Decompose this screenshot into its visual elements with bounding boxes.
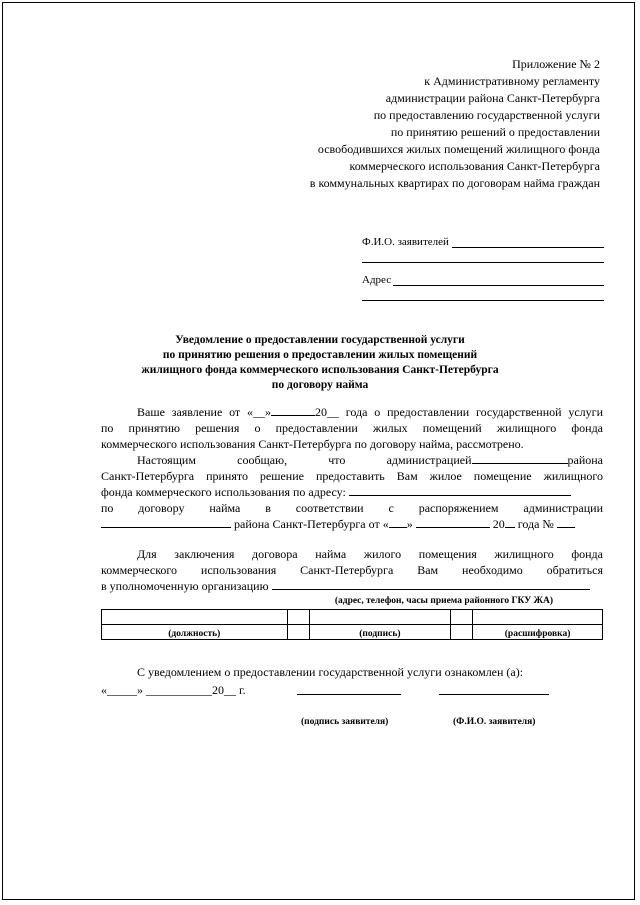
- administration-blank[interactable]: [472, 452, 568, 464]
- signature-table: [101, 609, 603, 640]
- spacer-cell: [287, 610, 309, 625]
- appendix-line: к Административному регламенту: [424, 74, 600, 88]
- body-text: района: [567, 453, 603, 467]
- appendix-line: по предоставлению государственной услуги: [373, 108, 600, 122]
- applicant-signature-caption: (подпись заявителя): [301, 717, 389, 727]
- title-line: жилищного фонда коммерческого использования Санкт-Петербурга: [141, 364, 499, 376]
- appendix-line: освободившихся жилых помещений жилищного фонда: [317, 142, 600, 156]
- fio-blank-line[interactable]: [362, 248, 604, 263]
- appendix-line: администрации района Санкт-Петербурга: [385, 91, 600, 105]
- body-line: коммерческого использования Санкт-Петербурга Вам необходимо обратиться: [101, 563, 603, 577]
- body-line: по договору найма в соответствии с распоряжением администрации: [101, 501, 603, 515]
- appendix-header: [180, 56, 600, 192]
- address-blank-line[interactable]: [362, 286, 604, 301]
- appendix-line: коммерческого использования Санкт-Петербурга: [349, 159, 600, 173]
- date-blank[interactable]: [271, 404, 315, 416]
- ack-date-row: [101, 680, 603, 727]
- spacer-cell: [451, 610, 473, 625]
- body-line: Санкт-Петербурга принято решение предоставить Вам жилое помещение жилищного: [101, 469, 603, 483]
- ack-text: С уведомлением о предоставлении государственной услуги ознакомлен (а):: [137, 665, 524, 679]
- organization-caption: (адрес, телефон, часы приема районного ГКУ ЖА): [334, 596, 553, 606]
- title-line: по принятию решения о предоставлении жилых помещений: [162, 349, 478, 361]
- applicant-block: [362, 233, 604, 301]
- applicant-fio-caption: (Ф.И.О. заявителя): [453, 717, 536, 727]
- body-line: [101, 484, 603, 500]
- ack-date-field[interactable]: «_____» ___________20__ г.: [101, 683, 246, 697]
- applicant-fio-blank[interactable]: [439, 694, 549, 695]
- spacer-cell: [451, 625, 473, 640]
- body-text: 20: [492, 517, 505, 531]
- decoding-cell[interactable]: [473, 610, 603, 625]
- appendix-line: по принятию решений о предоставлении: [390, 125, 600, 139]
- body-line: коммерческого использования Санкт-Петербурга по договору найма, рассмотрено.: [101, 437, 524, 451]
- body-line: Для заключения договора найма жилого помещения жилищного фонда: [137, 547, 603, 561]
- district-blank[interactable]: [101, 516, 231, 528]
- position-caption: (должность): [102, 625, 288, 640]
- day-blank[interactable]: [389, 516, 407, 528]
- title-line: по договору найма: [271, 379, 369, 391]
- fio-blank[interactable]: [452, 236, 604, 248]
- body-text: Настоящим сообщаю, что администрацией: [137, 453, 472, 467]
- position-cell[interactable]: [102, 610, 288, 625]
- body-text: фонда коммерческого использования по адресу:: [101, 485, 346, 499]
- body-text: района Санкт-Петербурга от «: [234, 517, 389, 531]
- body-text: года №: [517, 517, 554, 531]
- spacer: [101, 532, 603, 546]
- order-number-blank[interactable]: [557, 516, 575, 528]
- body-line: по принятию решения о предоставлении жилых помещений жилищного фонда: [101, 421, 603, 435]
- applicant-signature-blank[interactable]: [297, 694, 401, 695]
- signature-caption: (подпись): [309, 625, 451, 640]
- address-field[interactable]: [362, 271, 604, 286]
- notice-body: [101, 404, 603, 608]
- body-text: Ваше заявление от «__»: [137, 405, 271, 419]
- spacer-cell: [287, 625, 309, 640]
- appendix-line: Приложение № 2: [512, 57, 600, 71]
- address-blank[interactable]: [393, 274, 604, 286]
- decoding-caption: (расшифровка): [473, 625, 603, 640]
- signature-cell[interactable]: [309, 610, 451, 625]
- fio-label: Ф.И.О. заявителей: [362, 236, 449, 248]
- acknowledgement-block: [101, 664, 603, 727]
- body-text: »: [406, 517, 413, 531]
- body-line: [101, 452, 603, 468]
- body-line: [101, 404, 603, 420]
- title-line: Уведомление о предоставлении государственной услуги: [175, 334, 465, 346]
- address-blank[interactable]: [349, 484, 571, 496]
- body-line: [101, 516, 603, 532]
- address-label: Адрес: [362, 274, 392, 286]
- fio-field[interactable]: [362, 233, 604, 248]
- year-blank[interactable]: [505, 516, 515, 528]
- body-text: 20__ года о предоставлении государственной услуги: [314, 405, 603, 419]
- month-blank[interactable]: [416, 516, 490, 528]
- appendix-line: в коммунальных квартирах по договорам найма граждан: [309, 176, 600, 190]
- body-text: в уполномоченную организацию: [101, 579, 269, 593]
- body-line: [101, 578, 603, 594]
- organization-blank[interactable]: [272, 578, 590, 590]
- document-title: [60, 333, 580, 393]
